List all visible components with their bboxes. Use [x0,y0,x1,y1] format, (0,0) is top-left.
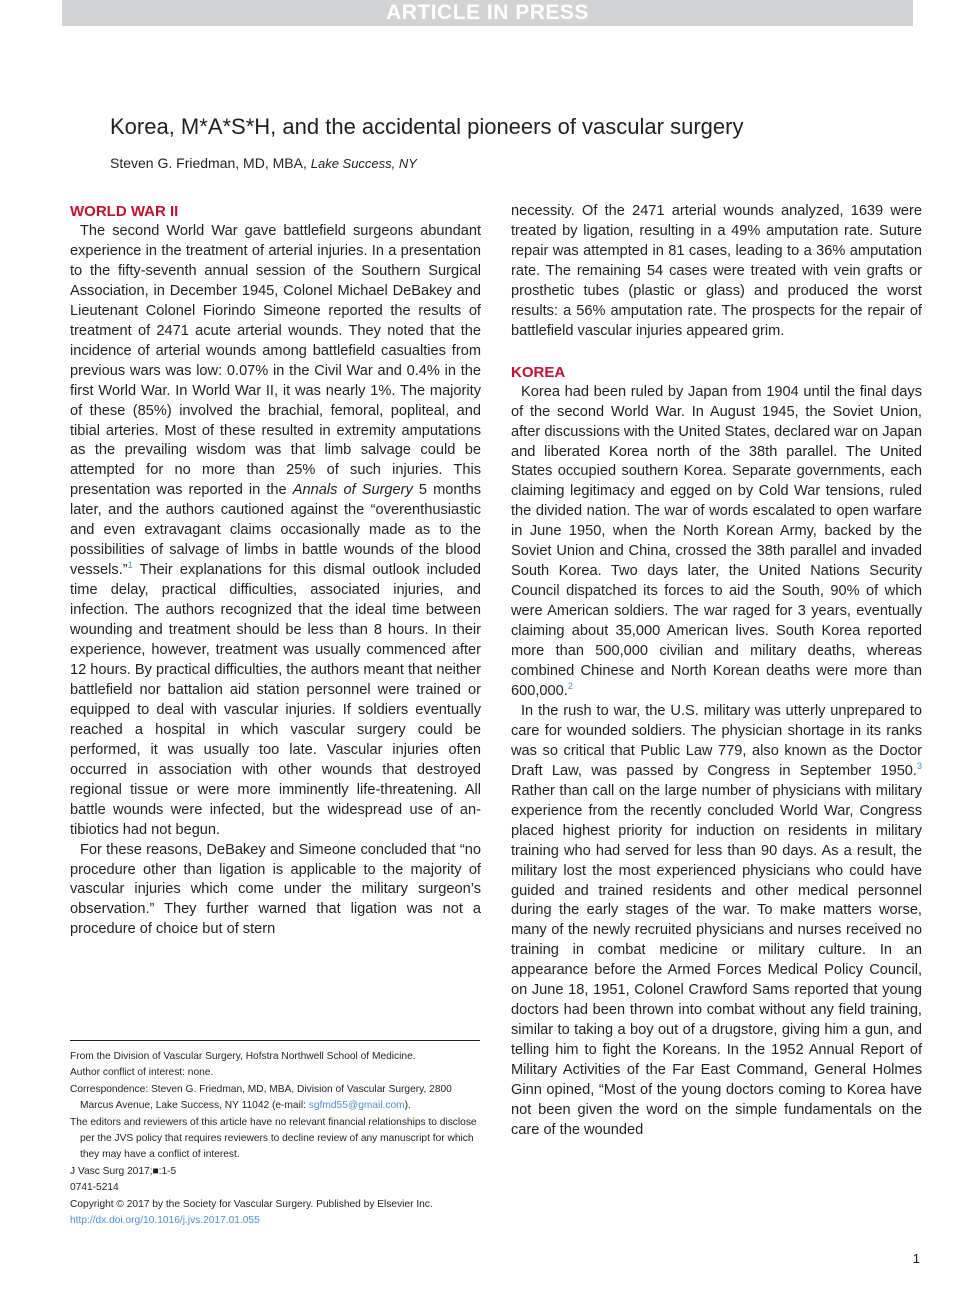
section-heading-korea: KOREA [511,363,566,381]
conflict-note: Author conflict of interest: none. [70,1067,214,1079]
left-column [70,202,481,940]
doi-note [70,1213,481,1229]
correspondence-note [70,1082,481,1115]
email-link[interactable]: sgfmd55@gmail.com [308,1100,405,1112]
doi-link[interactable]: http://dx.doi.org/10.1016/j.jvs.2017.01.055 [70,1215,260,1227]
issn: 0741-5214 [70,1182,119,1194]
page-number: 1 [912,1251,920,1266]
paragraph: necessity. Of the 2471 arterial wounds analyzed, 1639 were treated by ligation, resulting in a 49% amputation rate. Suture repair was attempted in 81 cases, leading to a 36% amputation rate. The remaining 54 cases were treated with vein grafts or prosthetic tubes (plastic or glass) and produced the worst results: a 56% amputation rate. The prospects for the repair of battlefield vascular injuries appeared grim. [511,203,922,339]
article-in-press-banner: ARTICLE IN PRESS [62,0,913,26]
author-location: Lake Success, NY [310,156,417,171]
journal-name: Annals of Surgery [292,482,413,499]
paragraph-text: Korea had been ruled by Japan from 1904 until the final days of the second World War. In August 1945, the Soviet Union, after discussions with the United States, declared war on Japan and liberated Korea north of the 38th parallel. The United States occupied southern Korea. Separate governments, each claiming legitimacy and egged on by Cold War tensions, ruled the divided nation. The war of words escalated to open warfare in June 1950, when the North Korean Army, backed by the Soviet Union and China, crossed the 38th parallel and invaded South Korea. Two days later, the United Nations Security Council dispatched its forces to aid the South, 90% of which were American soldiers. The war raged for 3 years, eventually claiming about 35,000 American lives. South Korea reported more than 500,000 civilian and military deaths, whereas combined Chinese and North Korean deaths were more than 600,000. [511,383,922,699]
paragraph-text: Their explanations for this dismal outlook included time delay, practical difficulties, associated injuries, and infection. The authors recognized that the ideal time between wounding and treatment should be less than 8 hours. In their experience, however, treatment was usually commenced after 12 hours. By practical difficulties, the authors meant that neither battlefield nor battalion aid station personnel were trained or equipped to deal with vascular injuries. If soldiers eventually reached a hospital in which vascular surgery could be performed, it was usually too late. Vascular injuries often occurred in association with other wounds that destroyed regional tissue or were more imminently life-threatening. All battle wounds were infected, but the widespread use of antibiotics had not begun. [70,562,482,838]
author-name: Steven G. Friedman, MD, MBA, [110,155,307,171]
footnote-divider [70,1040,480,1041]
paragraph-text: Rather than call on the large number of physicians with military experience from the recently concluded World War, Congress placed highest priority for induction on residents in military training who had served for less than 90 days. As a result, the military lost the most experienced physicians who could have guided and trained residents and other medical personnel during the early stages of the war. To make matters worse, many of the newly recruited physicians and nurses received no training in combat medicine or military culture. In an appearance before the Armed Forces Medical Policy Council, on June 18, 1951, Colonel Crawford Sams reported that young doctors had been thrown into combat without any field training, similar to taking a boy out of a drugstore, giving him a gun, and telling him to fight the Koreans. In the 1952 Annual Report of Military Activities of the Far East Command, General Holmes Ginn opined, “Most of the young doctors coming to Korea have not been given the word on the simple fundamentals on the care of the wounded [511,782,922,1138]
paragraph [511,702,922,1141]
paragraph-text: In the rush to war, the U.S. military was utterly unprepared to care for wounded soldiers. The physician shortage in its ranks was so critical that Public Law 779, also known as the Doctor Draft Law, was passed by Congress in September 1950. [511,702,922,779]
reference-link-3[interactable]: 3 [916,760,922,771]
paragraph-text: The second World War gave battlefield surgeons abundant experience in the treatment of arterial injuries. In a presentation to the fifty-seventh annual session of the Southern Surgical Association, in December 1945, Colonel Michael DeBakey and Lieutenant Colonel Fiorindo Simeone reported the results of treatment of 2471 acute arterial wounds. They noted that the incidence of arterial wounds among battlefield casualties from previous wars was low: 0.07% in the Civil War and 0.4% in the first World War. In World War II, it was nearly 1%. The majority of these (85%) involved the brachial, femoral, popliteal, and tibial arteries. Most of these resulted in extremity amputations as the prevailing wisdom was that limb salvage could be attempted for no more than 25% of such injuries. This presentation was reported in the [70,223,481,499]
editors-note: The editors and reviewers of this article have no relevant financial relationships to disclose per the JVS policy that requires reviewers to decline review of any manuscript for which they may have a conflict of interest. [70,1116,477,1161]
reference-link-2[interactable]: 2 [567,681,573,692]
paragraph [70,222,481,841]
affiliation-note: From the Division of Vascular Surgery, Hofstra Northwell School of Medicine. [70,1051,416,1062]
paragraph [511,383,922,702]
right-column [511,202,922,1141]
correspondence-text: Correspondence: Steven G. Friedman, MD, MBA, Division of Vascular Surgery, 2800 Marcus Avenue, Lake Success, NY 11042 (e-mail: [70,1083,452,1112]
copyright-note: Copyright © 2017 by the Society for Vascular Surgery. Published by Elsevier Inc. [70,1198,433,1210]
article-title: Korea, M*A*S*H, and the accidental pioneers of vascular surgery [110,114,744,139]
section-heading-world-war-ii: WORLD WAR II [70,203,179,220]
paragraph-text: 5 months later, and the authors cautioned against the “overenthusiastic and even extravagant claims occasionally made as to the possibilities of salvage of limbs in battle wounds of the blood vessels.” [70,482,481,579]
journal-citation: J Vasc Surg 2017;■:1-5 [70,1165,177,1177]
reference-link-1[interactable]: 1 [127,560,133,571]
paragraph: For these reasons, DeBakey and Simeone concluded that “no procedure other than ligation is applicable to the majority of vascular injuries which come under the military surgeon’s observation.” They further warned that ligation was not a procedure of choice but of stern [70,841,481,938]
footnotes [70,1049,481,1229]
author-line [110,154,417,173]
correspondence-end: ). [404,1100,411,1112]
